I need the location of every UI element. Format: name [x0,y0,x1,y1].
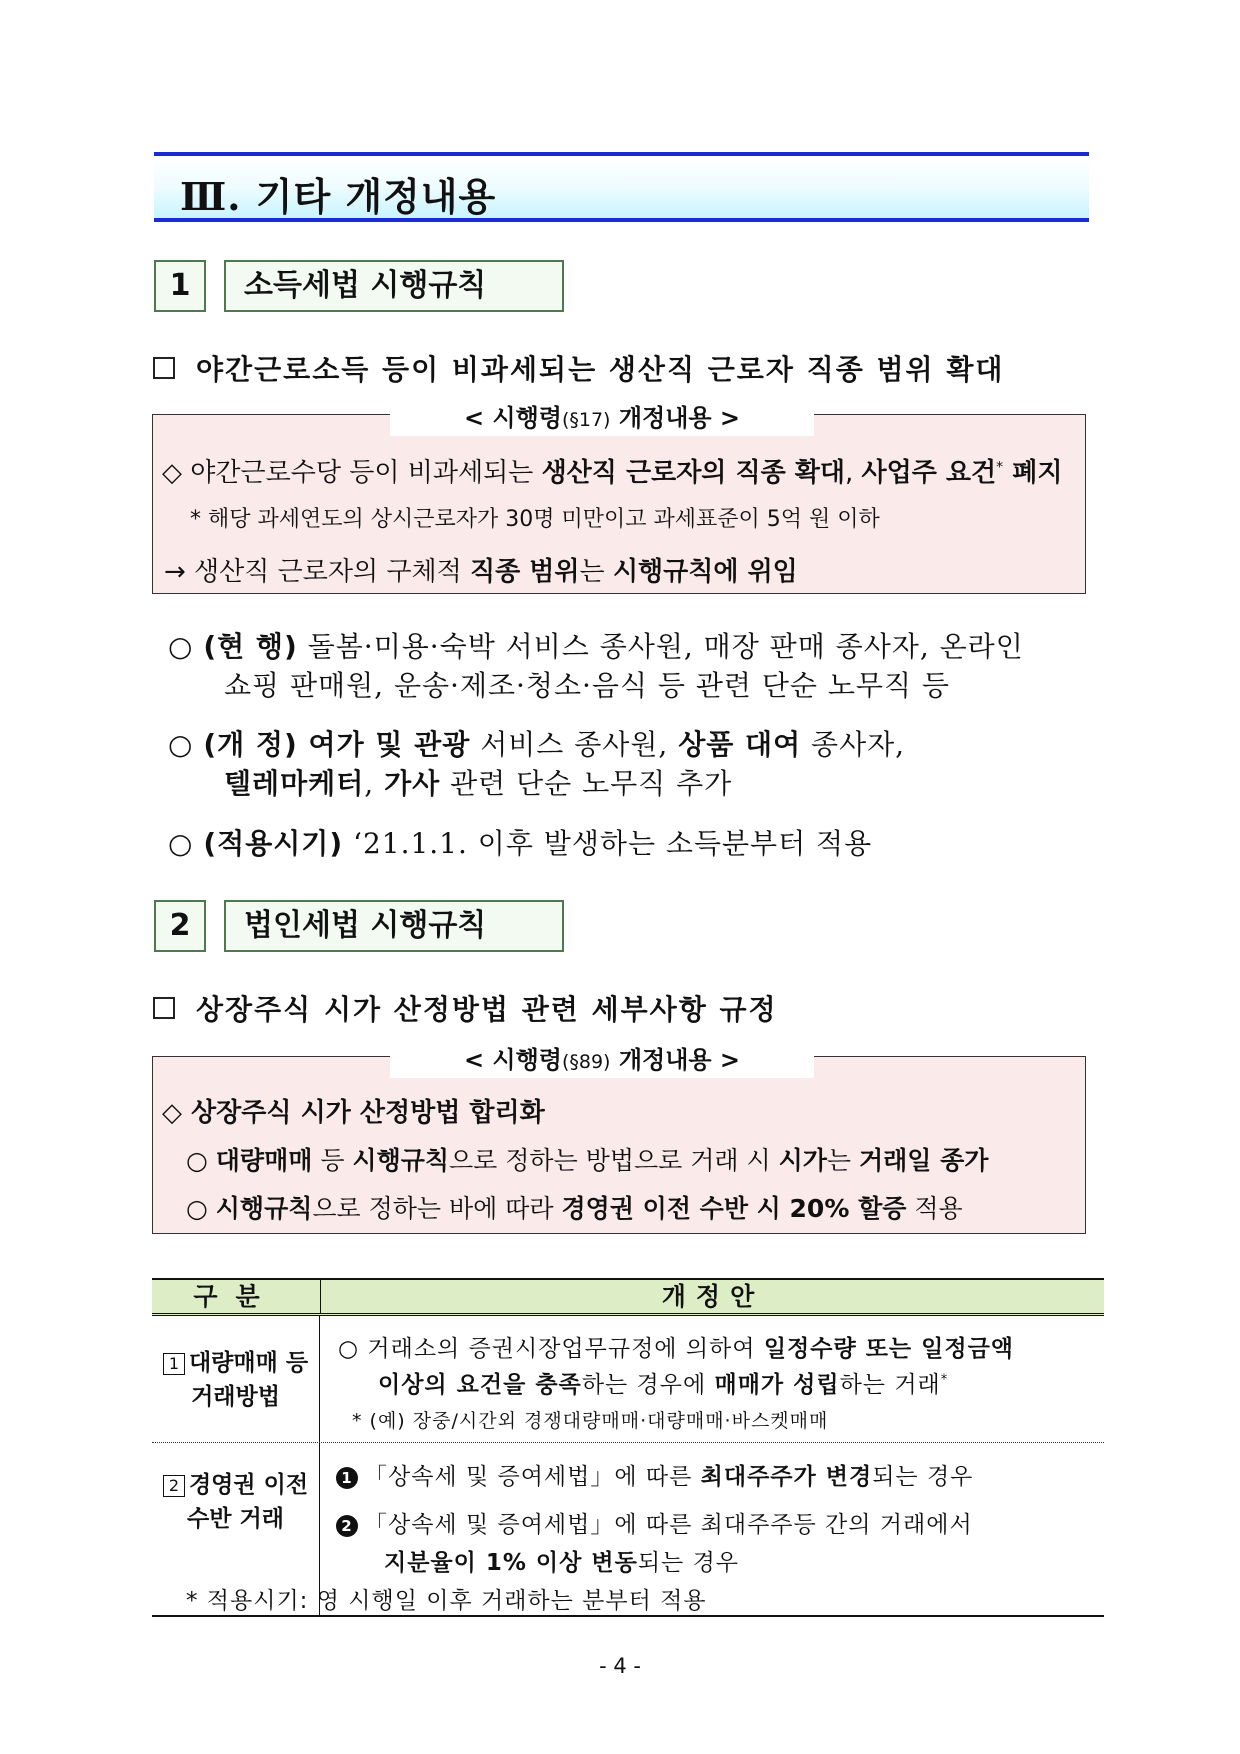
bullet-text: ‘21.1.1. 이후 발생하는 소득분부터 적용 [343,827,873,860]
bullet-marker: ○ [168,728,194,761]
bullet-effective-date [168,822,872,862]
chapter-roman: Ⅲ. [180,174,242,219]
row2-number: 2 [163,1475,185,1497]
text: 적용 [906,1194,963,1223]
row1-note: * (예) 장중/시간외 경쟁대량매매·대량매매·바스켓매매 [352,1410,829,1432]
text-bold: 경영권 이전 수반 시 20% 할증 [561,1194,907,1223]
text: 하는 경우에 [581,1372,715,1398]
text: 「상속세 및 증여세법」에 따른 [364,1464,701,1490]
bullet-text-bold: 텔레마케터 [224,767,365,800]
footnote-mark: * [940,1372,949,1388]
text: → 생산직 근로자의 구체적 [164,557,471,587]
table-footnote: * 적용시기: 영 시행일 이후 거래하는 분부터 적용 [186,1588,707,1614]
row1-line2 [378,1366,948,1399]
table-column-divider [319,1316,320,1616]
chapter-title-text: 기타 개정내용 [255,175,497,219]
text-bold: 매매가 성립 [714,1372,840,1398]
text: 등 [312,1146,353,1175]
caption-pre: < 시행령 [463,1046,562,1074]
text: 되는 경우 [872,1464,974,1490]
section2-box-line2 [186,1141,988,1177]
text: 는 [579,557,613,587]
section2-checkbox [153,997,175,1019]
section1-box-caption [390,400,814,436]
text: , [845,458,862,488]
bullet-text: , [364,767,385,800]
row2-item1 [336,1458,973,1491]
row2-label-line2: 수반 거래 [187,1506,284,1532]
bullet-text: 돌봄·미용·숙박 서비스 종사원, 매장 판매 종사자, 온라인 [297,630,1024,663]
text-bold: 지분율이 1% 이상 변동 [384,1550,638,1576]
text: 으로 정하는 바에 따라 [312,1194,562,1223]
caption-post: 개정내용 > [610,404,741,432]
text-bold: 시행규칙에 위임 [612,557,798,587]
bullet-text: 관련 단순 노무직 추가 [440,767,733,800]
section1-box-line3 [164,551,798,588]
caption-pre: < 시행령 [463,404,562,432]
text: ○ [186,1194,216,1223]
page-number: - 4 - [599,1654,641,1678]
caption-ref: (§89) [561,1051,611,1073]
bullet-label: (적용시기) [203,827,344,860]
text-bold: 최대주주가 변경 [700,1464,873,1490]
text: ○ 거래소의 증권시장업무규정에 의하여 [338,1336,764,1362]
section2-box-caption [390,1042,814,1078]
caption-ref: (§17) [561,409,611,431]
section1-number: 1 [154,260,206,312]
section2-number: 2 [154,900,206,952]
text: 하는 거래 [839,1372,941,1398]
text-bold: 시가 [778,1146,827,1175]
section1-box-line1 [162,452,1062,489]
text-bold: 시행규칙 [215,1194,313,1223]
section1-title: 소득세법 시행규칙 [224,260,564,312]
text: 는 [826,1146,859,1175]
bullet-current-line1 [168,625,1024,665]
row-divider [152,1442,1104,1443]
row1-label-line2: 거래방법 [191,1384,280,1410]
section2-headline: 상장주식 시가 산정방법 관련 세부사항 규정 [196,993,778,1026]
text: ○ [186,1146,216,1175]
table-header-category: 구분 [193,1282,278,1311]
text-bold: 폐지 [1003,458,1063,488]
row1-label [152,1346,319,1414]
bullet-label: (개 정) [203,728,298,761]
bullet-text-bold: 가사 [384,767,441,800]
section2-title: 법인세법 시행규칙 [224,900,564,952]
caption-post: 개정내용 > [610,1046,741,1074]
table-header-proposal: 개정안 [320,1280,1105,1313]
text-bold: 대량매매 [215,1146,313,1175]
row2-item2 [336,1506,973,1539]
chapter-banner [154,152,1089,222]
text: 되는 경우 [637,1550,740,1576]
text-bold: 생산직 근로자의 직종 확대 [541,458,845,488]
text-bold: 직종 범위 [470,557,580,587]
row2-item2-cont [384,1544,739,1577]
bullet-text: 서비스 종사원, [470,728,679,761]
circled-number: 2 [336,1515,358,1537]
section2-box-line3 [186,1189,963,1225]
section2-box-line1: ◇ 상장주식 시가 산정방법 합리화 [162,1098,545,1128]
text-bold: 거래일 종가 [859,1146,989,1175]
row1-line1 [338,1330,1014,1363]
bullet-text-bold: 여가 및 관광 [297,728,471,761]
chapter-title [180,166,496,221]
section1-checkbox [153,357,175,379]
text: 「상속세 및 증여세법」에 따른 최대주주등 간의 거래에서 [364,1512,973,1538]
bullet-marker: ○ [168,827,194,860]
text-bold: 이상의 요건을 [378,1372,536,1398]
footnote-mark: * [996,459,1004,476]
bullet-label: (현 행) [203,630,298,663]
row2-label-line1: 경영권 이전 [188,1472,309,1498]
section1-box-note: * 해당 과세연도의 상시근로자가 30명 미만이고 과세표준이 5억 원 이하 [190,507,880,532]
row2-label [152,1468,319,1536]
section1-headline: 야간근로소득 등이 비과세되는 생산직 근로자 직종 범위 확대 [196,353,1005,386]
text-bold: 사업주 요건 [861,458,997,488]
text: ◇ 야간근로수당 등이 비과세되는 [162,458,542,488]
bullet-current-line2: 쇼핑 판매원, 운송·제조·청소·음식 등 관련 단순 노무직 등 [224,669,950,702]
table-header [152,1278,1104,1316]
bullet-revised-line2 [224,762,732,802]
row1-label-line1: 대량매매 등 [188,1350,309,1376]
bullet-marker: ○ [168,630,194,663]
bullet-text-bold: 상품 대여 [678,728,802,761]
circled-number: 1 [336,1467,358,1489]
text-bold: 충족 [535,1372,582,1398]
text: 으로 정하는 방법으로 거래 시 [449,1146,779,1175]
text-bold: 일정수량 또는 일정금액 [763,1336,1015,1362]
text-bold: 시행규칙 [352,1146,450,1175]
table-bottom-border [152,1615,1104,1617]
bullet-revised-line1 [168,723,905,763]
row1-number: 1 [163,1353,185,1375]
bullet-text: 종사자, [801,728,906,761]
